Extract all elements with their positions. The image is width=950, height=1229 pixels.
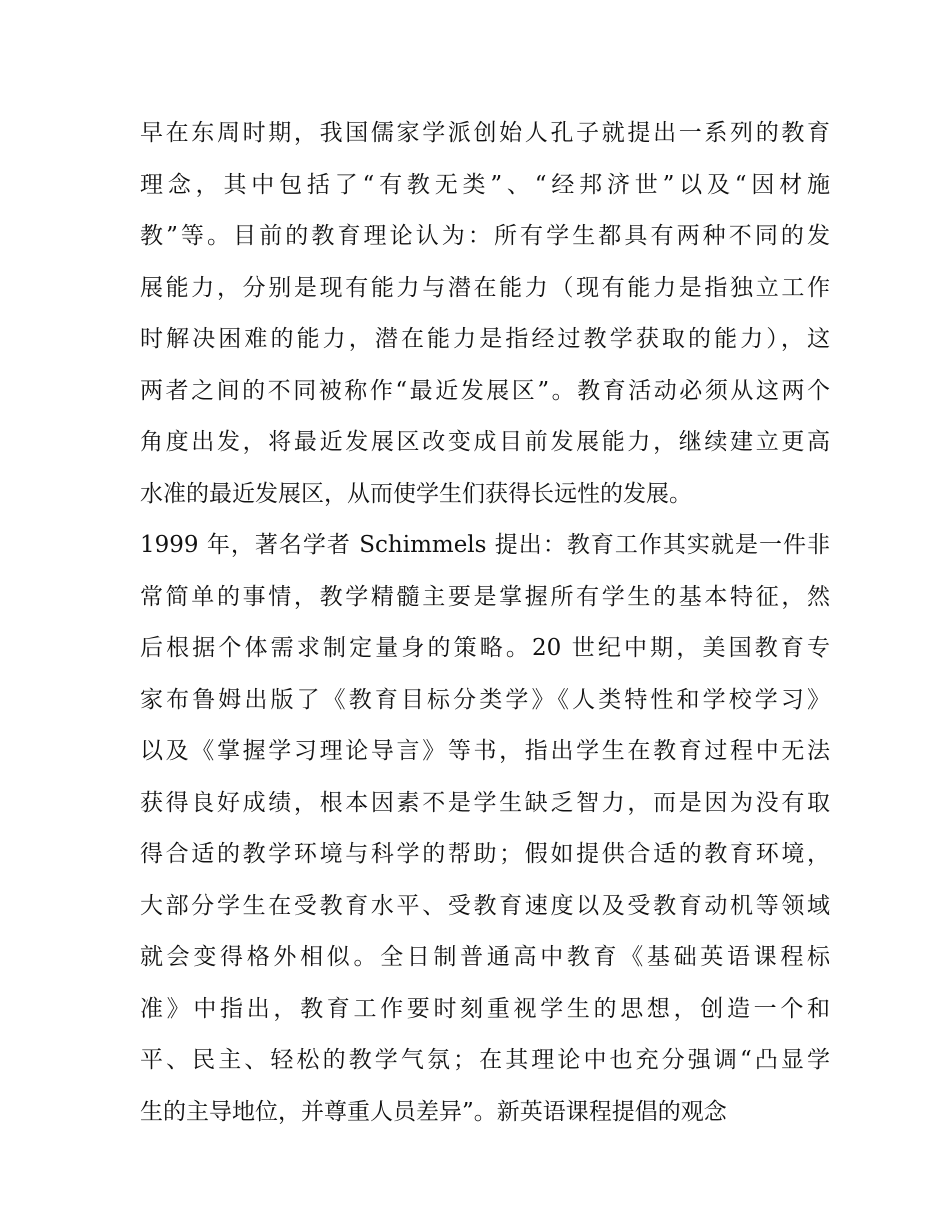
- text-line: 得合适的教学环境与科学的帮助；假如提供合适的教育环境，: [140, 841, 830, 867]
- text-line: 角度出发，将最近发展区改变成目前发展能力，继续建立更高: [140, 429, 830, 455]
- text-line: 早在东周时期，我国儒家学派创始人孔子就提出一系列的教育: [140, 120, 830, 146]
- text-line: 后根据个体需求制定量身的策略。20 世纪中期，美国教育专: [140, 635, 830, 661]
- text-line: 家布鲁姆出版了《教育目标分类学》《人类特性和学校学习》: [140, 686, 830, 713]
- text-line: 水准的最近发展区，从而使学生们获得长远性的发展。: [140, 480, 692, 507]
- paragraph-schimmels-bloom: [140, 520, 830, 1138]
- paragraph-confucius-theory: [140, 108, 830, 520]
- text-line: 大部分学生在受教育水平、受教育速度以及受教育动机等领域: [140, 892, 830, 919]
- body-text: [140, 108, 830, 1138]
- text-line: 常简单的事情，教学精髓主要是掌握所有学生的基本特征，然: [140, 583, 830, 610]
- text-line: 两者之间的不同被称作“最近发展区”。教育活动必须从这两个: [140, 377, 830, 404]
- text-line: 理念，其中包括了“有教无类”、“经邦济世”以及“因材施: [140, 171, 830, 198]
- text-line: 以及《掌握学习理论导言》等书，指出学生在教育过程中无法: [140, 738, 830, 764]
- text-line: 时解决困难的能力，潜在能力是指经过教学获取的能力），这: [140, 326, 830, 352]
- text-line: 平、民主、轻松的教学气氛；在其理论中也充分强调“凸显学: [140, 1047, 830, 1073]
- text-line: 准》中指出，教育工作要时刻重视学生的思想，创造一个和: [140, 995, 830, 1022]
- text-line: 展能力，分别是现有能力与潜在能力（现有能力是指独立工作: [140, 274, 830, 301]
- text-line: 获得良好成绩，根本因素不是学生缺乏智力，而是因为没有取: [140, 789, 830, 816]
- text-line: 就会变得格外相似。全日制普通高中教育《基础英语课程标: [140, 944, 830, 970]
- text-line: 1999 年，著名学者 Schimmels 提出：教育工作其实就是一件非: [140, 532, 830, 558]
- text-line: 生的主导地位，并尊重人员差异”。新英语课程提倡的观念: [140, 1098, 727, 1125]
- text-line: 教”等。目前的教育理论认为：所有学生都具有两种不同的发: [140, 223, 830, 249]
